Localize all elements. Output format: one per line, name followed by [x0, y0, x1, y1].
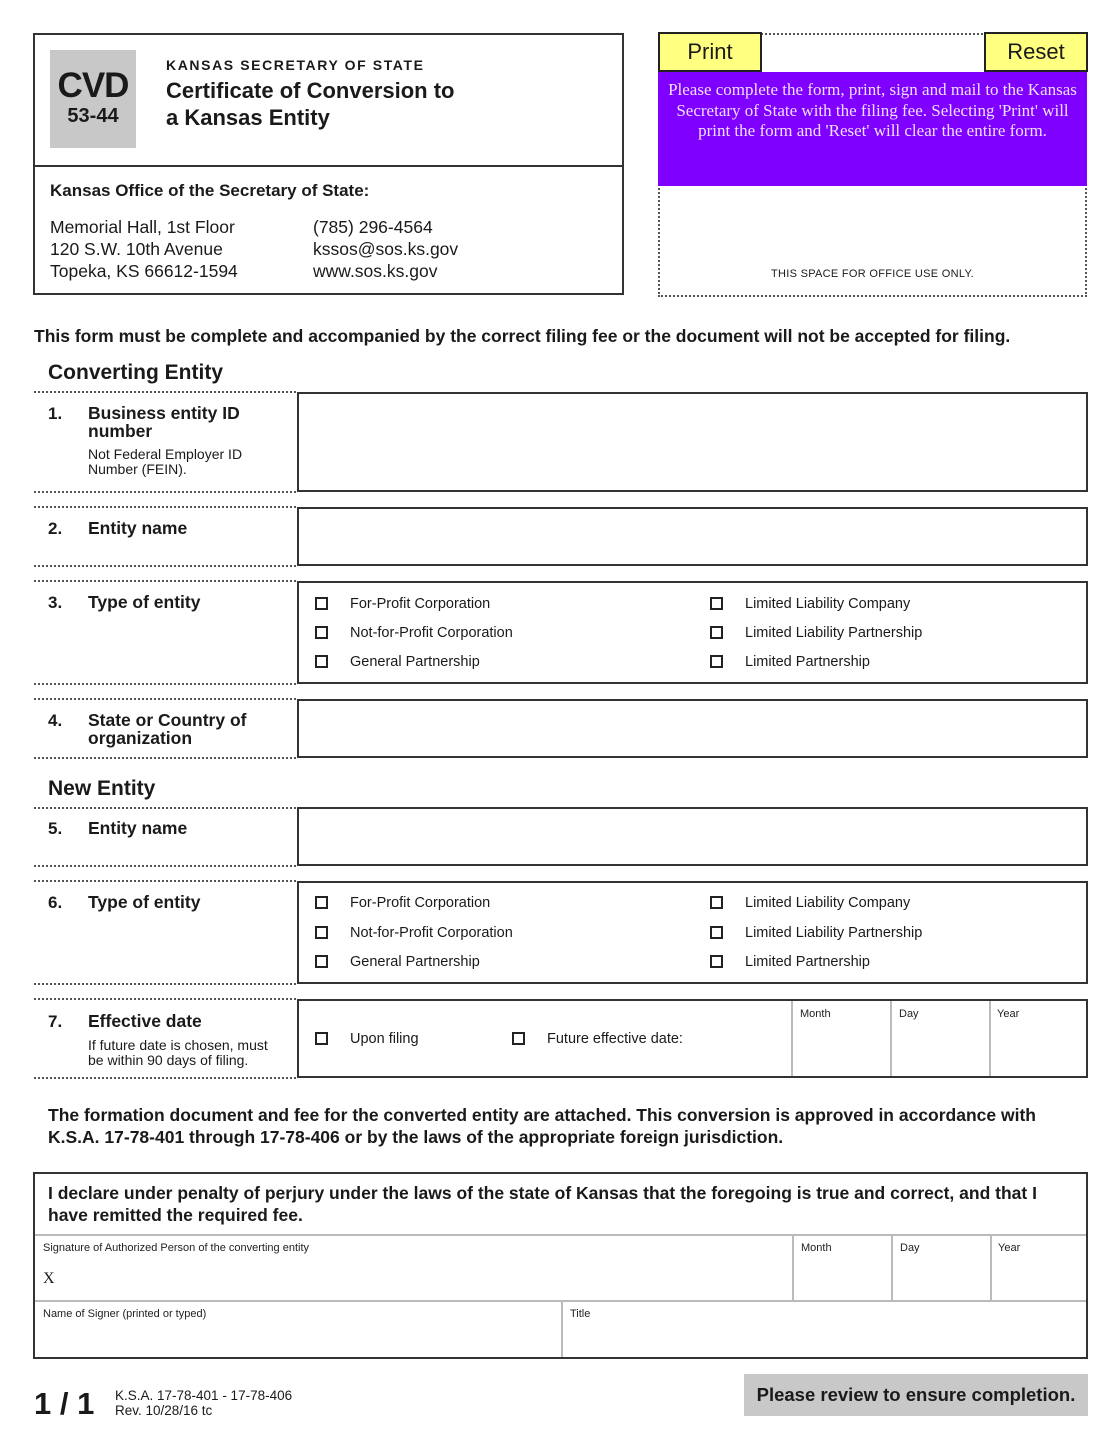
effective-month-input[interactable]	[793, 1021, 889, 1075]
hint-line: Number (FEIN).	[88, 461, 187, 477]
checkbox-for-profit-corporation[interactable]	[315, 896, 328, 909]
divider	[34, 565, 296, 567]
approval-statement: The formation document and fee for the converted entity are attached. This conversion is approved in accordance with K.S.A. 17-78-401 through 17-78-406 or by the laws of the appropriate foreign jurisdiction.	[48, 1105, 1036, 1147]
website-link[interactable]: www.sos.ks.gov	[313, 261, 438, 281]
signature-day-label: Day	[900, 1242, 920, 1254]
title-line-2: a Kansas Entity	[166, 105, 330, 130]
label-line: organization	[88, 728, 193, 748]
label-line: Business entity ID	[88, 403, 240, 423]
email-link[interactable]: kssos@sos.ks.gov	[313, 239, 459, 259]
signature-day-input[interactable]	[893, 1254, 989, 1299]
q6-label: Type of entity	[88, 892, 201, 912]
checkbox-limited-partnership[interactable]	[710, 655, 723, 668]
checkbox-not-for-profit-corporation[interactable]	[315, 626, 328, 639]
divider	[34, 1077, 296, 1079]
q3-label: Type of entity	[88, 592, 201, 612]
signature-field[interactable]	[37, 1236, 791, 1299]
form-badge	[50, 50, 136, 148]
option-label: Limited Liability Company	[745, 596, 911, 612]
signature-year-label: Year	[998, 1242, 1021, 1254]
divider	[34, 580, 296, 582]
title-line-1: Certificate of Conversion to	[166, 78, 455, 103]
checkbox-future-effective-date[interactable]	[512, 1032, 525, 1045]
signature-mark: X	[43, 1270, 55, 1287]
new-entity-name-input[interactable]	[297, 807, 1088, 866]
divider	[34, 683, 296, 685]
q6-number: 6.	[48, 893, 63, 912]
divider	[34, 757, 296, 759]
checkbox-for-profit-corporation[interactable]	[315, 597, 328, 610]
revision-line: Rev. 10/28/16 tc	[115, 1403, 213, 1418]
checkbox-limited-liability-partnership[interactable]	[710, 926, 723, 939]
section-converting-entity: Converting Entity	[48, 361, 224, 384]
signer-name-label: Name of Signer (printed or typed)	[43, 1308, 207, 1320]
q7-label: Effective date	[88, 1011, 202, 1031]
option-label: For-Profit Corporation	[350, 895, 491, 911]
option-label: Limited Partnership	[745, 654, 870, 670]
q1-label	[88, 404, 240, 440]
document-title	[166, 77, 454, 131]
checkbox-limited-liability-company[interactable]	[710, 597, 723, 610]
divider	[34, 698, 296, 700]
upon-filing-label: Upon filing	[350, 1031, 419, 1047]
checkbox-upon-filing[interactable]	[315, 1032, 328, 1045]
divider	[34, 491, 296, 493]
option-label: Limited Partnership	[745, 954, 870, 970]
section-new-entity: New Entity	[48, 777, 156, 800]
filing-warning: This form must be complete and accompanied by the correct filing fee or the document will not be accepted for filing.	[34, 326, 1011, 346]
option-label: For-Profit Corporation	[350, 596, 491, 612]
title-input[interactable]	[565, 1322, 1085, 1356]
effective-year-input[interactable]	[991, 1021, 1086, 1075]
title-label: Title	[570, 1308, 591, 1320]
reset-button[interactable]: Reset	[984, 32, 1088, 72]
address-line: Memorial Hall, 1st Floor	[50, 217, 235, 237]
future-date-label: Future effective date:	[547, 1031, 683, 1047]
office-heading: Kansas Office of the Secretary of State:	[50, 181, 370, 200]
option-label: Not-for-Profit Corporation	[350, 625, 513, 641]
divider	[34, 880, 296, 882]
converting-entity-type-group	[297, 581, 1088, 684]
q4-label	[88, 711, 246, 747]
q4-number: 4.	[48, 711, 63, 730]
q1-hint	[88, 447, 242, 477]
form-number: 53-44	[67, 105, 119, 127]
review-button[interactable]: Please review to ensure completion.	[744, 1374, 1088, 1416]
checkbox-general-partnership[interactable]	[315, 655, 328, 668]
q2-label: Entity name	[88, 518, 188, 538]
ksa-line: K.S.A. 17-78-401 - 17-78-406	[115, 1388, 293, 1403]
signature-month-label: Month	[801, 1242, 832, 1254]
option-label: General Partnership	[350, 954, 480, 970]
checkbox-limited-liability-company[interactable]	[710, 896, 723, 909]
statute-reference	[115, 1388, 292, 1418]
checkbox-limited-liability-partnership[interactable]	[710, 626, 723, 639]
divider	[34, 506, 296, 508]
effective-year-label: Year	[997, 1008, 1020, 1020]
header-box	[33, 33, 624, 295]
q7-number: 7.	[48, 1012, 63, 1031]
signature-year-input[interactable]	[992, 1254, 1086, 1299]
signer-name-input[interactable]	[37, 1322, 559, 1356]
new-entity-type-group	[297, 881, 1088, 984]
signature-month-input[interactable]	[794, 1254, 890, 1299]
divider	[34, 807, 296, 809]
option-label: General Partnership	[350, 654, 480, 670]
cell-divider	[561, 1300, 563, 1357]
divider	[34, 998, 296, 1000]
checkbox-not-for-profit-corporation[interactable]	[315, 926, 328, 939]
office-contact	[313, 216, 458, 282]
phone: (785) 296-4564	[313, 217, 433, 237]
label-line: number	[88, 421, 153, 441]
divider	[34, 865, 296, 867]
office-use-note: THIS SPACE FOR OFFICE USE ONLY.	[770, 268, 975, 280]
q5-number: 5.	[48, 819, 63, 838]
address-line: Topeka, KS 66612-1594	[50, 261, 238, 281]
business-entity-id-input[interactable]	[297, 392, 1088, 492]
page-number: 1 / 1	[34, 1386, 95, 1421]
option-label: Limited Liability Partnership	[745, 625, 923, 641]
checkbox-general-partnership[interactable]	[315, 955, 328, 968]
effective-day-label: Day	[899, 1008, 919, 1020]
q2-number: 2.	[48, 519, 63, 538]
q1-number: 1.	[48, 404, 63, 423]
divider	[34, 391, 296, 393]
instructions-banner: Please complete the form, print, sign and mail to the Kansas Secretary of State with the filing fee. Selecting 'Print' will print the form and 'Reset' will clear the entire form.	[658, 72, 1087, 186]
checkbox-limited-partnership[interactable]	[710, 955, 723, 968]
office-address	[50, 216, 238, 282]
option-label: Not-for-Profit Corporation	[350, 925, 513, 941]
print-button[interactable]: Print	[658, 32, 762, 72]
hint-line: Not Federal Employer ID	[88, 446, 243, 462]
divider	[34, 983, 296, 985]
address-line: 120 S.W. 10th Avenue	[50, 239, 223, 259]
hint-line: be within 90 days of filing.	[88, 1052, 249, 1068]
signature-label: Signature of Authorized Person of the converting entity	[43, 1242, 309, 1254]
q3-number: 3.	[48, 593, 63, 612]
label-line: State or Country of	[88, 710, 247, 730]
q7-hint	[88, 1038, 268, 1068]
option-label: Limited Liability Partnership	[745, 925, 923, 941]
effective-month-label: Month	[800, 1008, 831, 1020]
header-title-area	[35, 35, 622, 167]
converting-entity-name-input[interactable]	[297, 507, 1088, 566]
effective-date-group	[297, 999, 1088, 1078]
form-code: CVD	[57, 66, 129, 105]
effective-day-input[interactable]	[892, 1021, 988, 1075]
hint-line: If future date is chosen, must	[88, 1037, 268, 1053]
declaration-text: I declare under penalty of perjury under the laws of the state of Kansas that the foregoing is true and correct, and that I have remitted the required fee.	[48, 1183, 1037, 1225]
state-country-input[interactable]	[297, 699, 1088, 758]
option-label: Limited Liability Company	[745, 895, 911, 911]
agency-name: KANSAS SECRETARY OF STATE	[166, 57, 425, 73]
q5-label: Entity name	[88, 818, 188, 838]
